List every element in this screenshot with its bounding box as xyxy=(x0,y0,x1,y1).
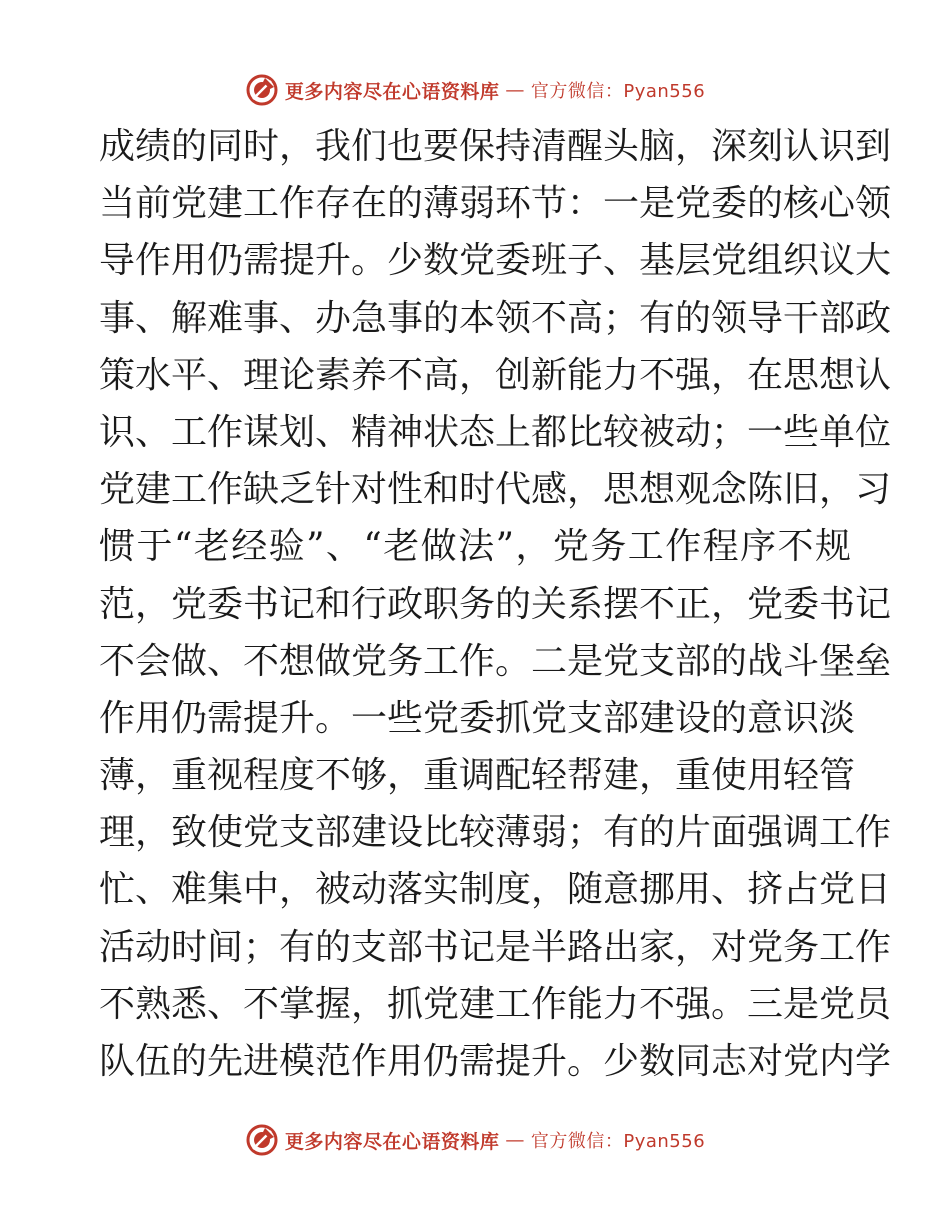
body-line: 导作用仍需提升。少数党委班子、基层党组织议大 xyxy=(99,240,892,282)
body-line: 理，致使党支部建设比较薄弱；有的片面强调工作 xyxy=(99,812,892,854)
body-line: 薄，重视程度不够，重调配轻帮建，重使用轻管 xyxy=(99,755,856,797)
body-line: 不熟悉、不掌握，抓党建工作能力不强。三是党员 xyxy=(99,983,892,1025)
brand-logo-icon xyxy=(245,1123,279,1157)
footer-watermark xyxy=(0,1120,950,1160)
document-body xyxy=(99,118,892,1090)
body-line: 事、解难事、办急事的本领不高；有的领导干部政 xyxy=(99,297,892,339)
body-line: 党建工作缺乏针对性和时代感，思想观念陈旧，习 xyxy=(99,469,892,511)
body-line: 策水平、理论素养不高，创新能力不强，在思想认 xyxy=(99,354,892,396)
body-line: 当前党建工作存在的薄弱环节：一是党委的核心领 xyxy=(99,183,892,225)
body-line: 识、工作谋划、精神状态上都比较被动；一些单位 xyxy=(99,411,892,453)
watermark-contact: 官方微信：Pyan556 xyxy=(530,1131,706,1152)
body-line: 惯于“老经验”、“老做法”，党务工作程序不规 xyxy=(99,526,851,568)
body-line: 活动时间；有的支部书记是半路出家，对党务工作 xyxy=(99,926,892,968)
body-line: 成绩的同时，我们也要保持清醒头脑，深刻认识到 xyxy=(99,126,892,167)
watermark-separator: — xyxy=(505,1129,525,1151)
watermark-brand: 更多内容尽在心语资料库 xyxy=(284,80,500,103)
watermark-separator: — xyxy=(505,79,525,101)
watermark-contact: 官方微信：Pyan556 xyxy=(530,81,706,102)
body-line: 作用仍需提升。一些党委抓党支部建设的意识淡 xyxy=(99,697,856,739)
body-line: 范，党委书记和行政职务的关系摆不正，党委书记 xyxy=(99,583,892,625)
body-line: 不会做、不想做党务工作。二是党支部的战斗堡垒 xyxy=(99,640,892,682)
brand-logo-icon xyxy=(245,73,279,107)
header-watermark xyxy=(0,70,950,110)
watermark-brand: 更多内容尽在心语资料库 xyxy=(284,1130,500,1153)
body-line: 忙、难集中，被动落实制度，随意挪用、挤占党日 xyxy=(99,869,892,911)
body-line: 队伍的先进模范作用仍需提升。少数同志对党内学 xyxy=(99,1041,892,1082)
